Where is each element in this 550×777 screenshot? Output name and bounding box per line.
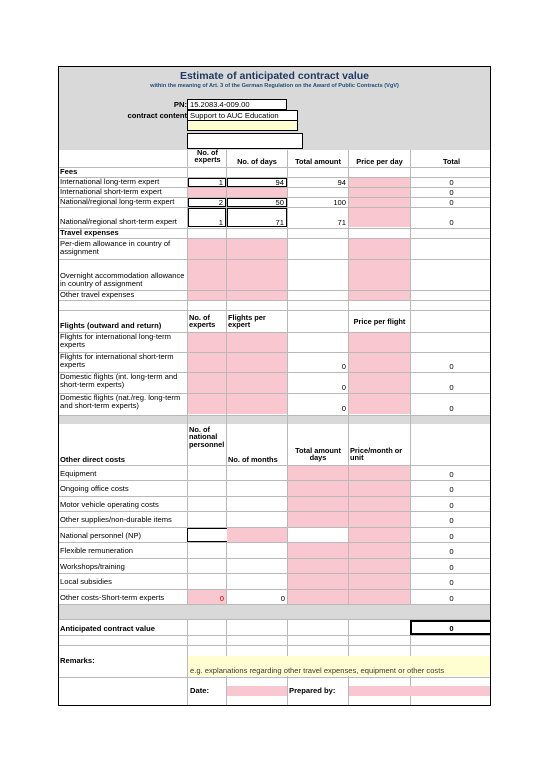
other-row-label: Other supplies/non-durable items [60, 515, 172, 524]
other-row-label: Equipment [60, 469, 97, 478]
other-col-personnel: No. of national personnel [189, 425, 225, 449]
other-row-total: 0 [449, 563, 454, 572]
contract-content-field[interactable]: Support to AUC Education [187, 110, 298, 121]
pn-field[interactable]: 15.2083.4-009.00 [187, 99, 287, 110]
prepared-by-field[interactable] [349, 686, 491, 696]
flight-row-label: Flights for international long-term experts [60, 332, 172, 349]
col-divider-2 [226, 150, 227, 706]
fees-row-experts[interactable] [188, 188, 226, 197]
remarks-hint: e.g. explanations regarding other travel expenses, equipment or other costs [190, 666, 445, 675]
other-row-total: 0 [449, 485, 454, 494]
section-fees: Fees [60, 167, 78, 176]
fees-row-label: National/regional short-term expert [60, 217, 177, 226]
fees-row-amount: 100 [333, 198, 346, 207]
section-flights: Flights (outward and return) [60, 321, 162, 330]
flight-row-total: 0 [449, 404, 454, 413]
flight-row-total: 0 [449, 362, 454, 371]
other-row-label: Flexible remuneration [60, 546, 134, 555]
other-row-total: 0 [449, 501, 454, 510]
summary-value: 0 [449, 624, 454, 633]
fees-row-label: International long-term expert [60, 177, 160, 186]
flight-col-price: Price per flight [353, 317, 406, 326]
other-row-label: Other costs-Short-term experts [60, 593, 165, 602]
travel-row-label: Other travel expenses [60, 290, 135, 299]
travel-row-label: Per-diem allowance in country of assignment [60, 239, 171, 256]
other-row-total: 0 [449, 578, 454, 587]
flight-row-amount: 0 [341, 404, 346, 413]
fees-row-days[interactable] [227, 188, 287, 197]
col-divider-3 [287, 150, 288, 706]
flight-row-total: 0 [449, 383, 454, 392]
flight-col-per-expert: Flights per expert [228, 313, 266, 330]
col-head-price-day: Price per day [356, 157, 403, 166]
fees-row-days: 71 [275, 218, 284, 227]
section-other: Other direct costs [60, 455, 125, 464]
contract-content-extra[interactable] [187, 121, 298, 131]
summary-label: Anticipated contract value [60, 624, 155, 633]
other-row-total: 0 [449, 532, 454, 541]
date-field[interactable] [227, 686, 287, 696]
fees-row-experts: 2 [218, 198, 223, 207]
fees-row-experts: 1 [218, 178, 223, 187]
flight-row-amount: 0 [341, 362, 346, 371]
remarks-label: Remarks: [60, 656, 95, 665]
col-head-total: Total [442, 157, 461, 166]
fees-row-price[interactable] [349, 178, 410, 187]
other-row-total: 0 [449, 594, 454, 603]
flight-col-experts: No. of experts [189, 313, 216, 330]
fees-row-label: National/regional long-term expert [60, 197, 175, 206]
blank-input-box[interactable] [187, 133, 303, 149]
fees-row-total: 0 [449, 218, 454, 227]
sheet-title: Estimate of anticipated contract value [179, 70, 370, 82]
fees-row-amount: 94 [337, 178, 346, 187]
other-row-total: 0 [449, 516, 454, 525]
date-label: Date: [190, 686, 209, 695]
other-row-c2: 0 [280, 594, 285, 603]
section-travel: Travel expenses [60, 228, 119, 237]
other-col-months: No. of months [228, 455, 278, 464]
fees-row-total: 0 [449, 198, 454, 207]
col-divider-4 [348, 150, 349, 706]
fees-row-experts: 1 [218, 218, 223, 227]
other-row-label: Workshops/training [60, 562, 125, 571]
sheet-subtitle: within the meaning of Art. 3 of the German Regulation on the Award of Public Contracts (VgV) [150, 83, 399, 89]
flight-row-label: Flights for international short-term experts [60, 352, 174, 369]
col-head-amount: Total amount [295, 157, 341, 166]
flight-row-label: Domestic flights (nat./reg. long-term and short-term experts) [60, 393, 181, 410]
fees-row-price[interactable] [349, 198, 410, 207]
fees-row-price[interactable] [349, 208, 410, 227]
other-row-total: 0 [449, 470, 454, 479]
fees-row-amount: 71 [337, 218, 346, 227]
other-row-c1: 0 [219, 594, 224, 603]
fees-row-label: International short-term expert [60, 187, 162, 196]
fees-row-total: 0 [449, 188, 454, 197]
fees-row-price[interactable] [349, 188, 410, 197]
other-row-label: Motor vehicle operating costs [60, 500, 159, 509]
fees-row-total: 0 [449, 178, 454, 187]
travel-row-label: Overnight accommodation allowance in country of assignment [60, 271, 185, 288]
flight-row-amount: 0 [341, 383, 346, 392]
col-divider-1 [187, 150, 188, 706]
col-head-days: No. of days [237, 157, 277, 166]
other-row-label: Ongoing office costs [60, 484, 129, 493]
col-head-experts: No. of experts [194, 148, 221, 165]
contract-content-label: contract content [127, 111, 187, 120]
fees-row-days: 50 [275, 198, 284, 207]
fees-row-days: 94 [275, 178, 284, 187]
other-row-label: Local subsidies [60, 577, 112, 586]
other-row-total: 0 [449, 547, 454, 556]
other-row-label: National personnel (NP) [60, 531, 142, 540]
flight-row-label: Domestic flights (int. long-term and short-term experts) [60, 372, 178, 389]
other-col-amount: Total amount days [295, 446, 341, 463]
pn-label: PN: [173, 100, 187, 109]
other-col-price: Price/month or unit [350, 446, 403, 463]
estimate-sheet [58, 66, 491, 706]
prepared-by-label: Prepared by: [289, 686, 336, 695]
